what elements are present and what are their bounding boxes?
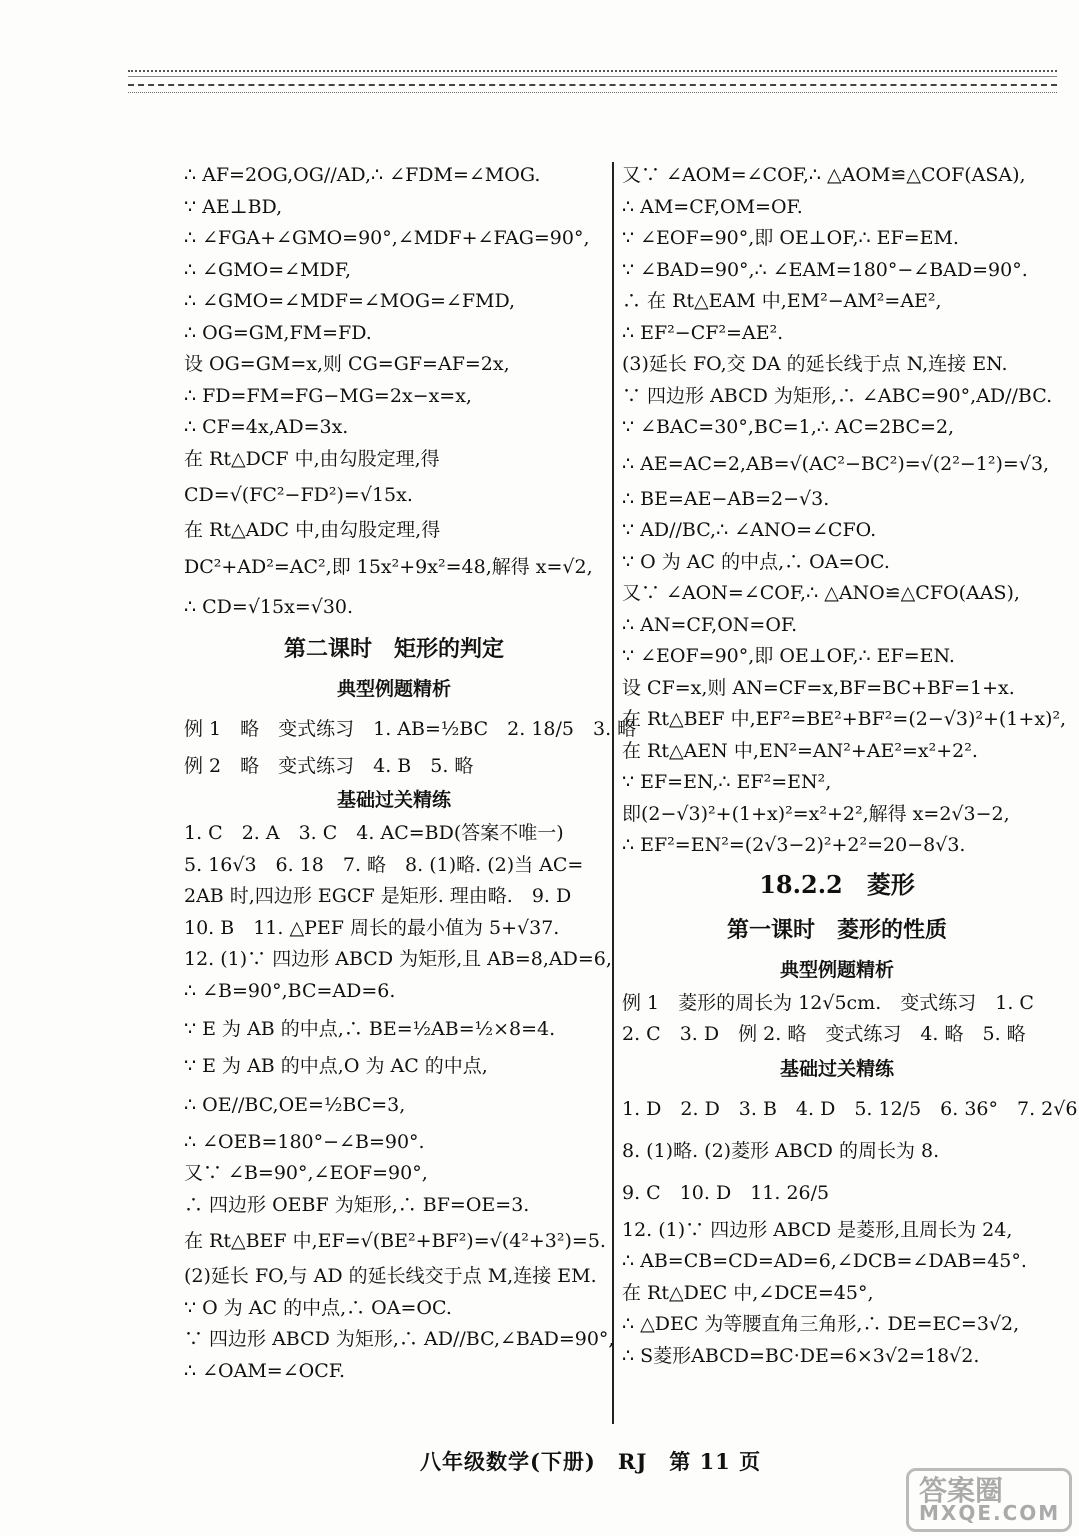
- answer-line: ∴ AB=CB=CD=AD=6,∠DCB=∠DAB=45°.: [622, 1250, 1027, 1272]
- text-line: ∴ EF²=EN²=(2√3−2)²+2²=20−8√3.: [622, 834, 966, 856]
- answer-line: 2AB 时,四边形 EGCF 是矩形. 理由略. 9. D: [184, 885, 572, 907]
- text-line: ∵ AD//BC,∴ ∠ANO=∠CFO.: [622, 519, 877, 541]
- answer-line: ∴ ∠B=90°,BC=AD=6.: [184, 979, 396, 1002]
- text-line: 设 OG=GM=x,则 CG=GF=AF=2x,: [184, 353, 510, 375]
- text-line: 设 CF=x,则 AN=CF=x,BF=BC+BF=1+x.: [622, 676, 1015, 699]
- answer-line: 5. 16√3 6. 18 7. 略 8. (1)略. (2)当 AC=: [184, 853, 584, 876]
- text-line: ∴ 在 Rt△EAM 中,EM²−AM²=AE²,: [622, 290, 942, 312]
- section-subtitle: 基础过关精练: [779, 1057, 894, 1080]
- text-line: ∴ CD=√15x=√30.: [184, 595, 354, 618]
- section-title: 18.2.2 菱形: [759, 869, 915, 899]
- text-line: DC²+AD²=AC²,即 15x²+9x²=48,解得 x=√2,: [184, 555, 593, 578]
- answer-line: 在 Rt△DEC 中,∠DCE=45°,: [622, 1281, 874, 1304]
- answer-line: 8. (1)略. (2)菱形 ABCD 的周长为 8.: [622, 1139, 940, 1162]
- text-line: ∵ EF=EN,∴ EF²=EN²,: [622, 771, 832, 793]
- text-line: ∵ O 为 AC 的中点,∴ OA=OC.: [622, 550, 890, 573]
- answer-line: ∵ 四边形 ABCD 为矩形,∴ AD//BC,∠BAD=90°,: [184, 1328, 615, 1350]
- text-line: ∴ FD=FM=FG−MG=2x−x=x,: [184, 384, 472, 407]
- text-line: 在 Rt△ADC 中,由勾股定理,得: [184, 519, 441, 541]
- text-line: ∴ ∠FGA+∠GMO=90°,∠MDF+∠FAG=90°,: [184, 227, 590, 249]
- text-line: ∴ ∠GMO=∠MDF,: [184, 258, 352, 281]
- text-line: 又∵ ∠AOM=∠COF,∴ △AOM≌△COF(ASA),: [622, 164, 1026, 186]
- right-basic-block: [622, 1087, 1078, 1373]
- section-subtitle: 典型例题精析: [336, 677, 451, 700]
- answer-line: 10. B 11. △PEF 周长的最小值为 5+√37.: [184, 916, 560, 939]
- answer-line: 又∵ ∠B=90°,∠EOF=90°,: [184, 1162, 428, 1184]
- answer-line: 1. C 2. A 3. C 4. AC=BD(答案不唯一): [184, 822, 564, 844]
- text-line: CD=√(FC²−FD²)=√15x.: [184, 484, 413, 506]
- text-line: (3)延长 FO,交 DA 的延长线于点 N,连接 EN.: [622, 353, 1008, 375]
- text-line: ∴ CF=4x,AD=3x.: [184, 416, 349, 438]
- right-column: [622, 160, 1078, 1372]
- example-line: 例 1 菱形的周长为 12√5cm. 变式练习 1. C: [622, 991, 1034, 1014]
- text-line: ∵ 四边形 ABCD 为矩形,∴ ∠ABC=90°,AD//BC.: [622, 384, 1053, 407]
- answer-line: 9. C 10. D 11. 26/5: [622, 1181, 830, 1204]
- answer-line: 12. (1)∵ 四边形 ABCD 是菱形,且周长为 24,: [622, 1218, 1013, 1241]
- text-line: ∴ AN=CF,ON=OF.: [622, 613, 798, 636]
- answer-line: ∴ ∠OEB=180°−∠B=90°.: [184, 1130, 425, 1153]
- answer-line: ∴ ∠OAM=∠OCF.: [184, 1359, 346, 1382]
- lesson-title: 第二课时 矩形的判定: [283, 635, 504, 662]
- text-line: ∵ ∠BAD=90°,∴ ∠EAM=180°−∠BAD=90°.: [622, 258, 1028, 281]
- lesson-title: 第一课时 菱形的性质: [726, 916, 947, 943]
- text-line: 在 Rt△BEF 中,EF²=BE²+BF²=(2−√3)²+(1+x)²,: [622, 708, 1067, 730]
- answer-line: ∴ △DEC 为等腰直角三角形,∴ DE=EC=3√2,: [622, 1313, 1020, 1335]
- left-column: [184, 160, 637, 1387]
- answer-line: ∵ O 为 AC 的中点,∴ OA=OC.: [184, 1296, 452, 1319]
- page-footer: 八年级数学(下册) RJ 第 11 页: [420, 1449, 762, 1474]
- right-solution-block: [622, 160, 1067, 862]
- answer-line: ∵ E 为 AB 的中点,O 为 AC 的中点,: [184, 1055, 488, 1077]
- text-line: ∵ ∠EOF=90°,即 OE⊥OF,∴ EF=EN.: [622, 645, 955, 667]
- text-line: ∵ ∠EOF=90°,即 OE⊥OF,∴ EF=EM.: [622, 227, 959, 249]
- text-line: ∴ OG=GM,FM=FD.: [184, 321, 372, 344]
- section-subtitle: 典型例题精析: [779, 958, 894, 981]
- watermark-top-text: 答案圈: [919, 1474, 1004, 1507]
- text-line: 在 Rt△DCF 中,由勾股定理,得: [184, 447, 440, 470]
- example-line: 2. C 3. D 例 2. 略 变式练习 4. 略 5. 略: [622, 1023, 1026, 1045]
- answer-line: (2)延长 FO,与 AD 的延长线交于点 M,连接 EM.: [184, 1265, 597, 1287]
- answer-line: 1. D 2. D 3. B 4. D 5. 12/5 6. 36° 7. 2√6: [622, 1097, 1078, 1120]
- text-line: ∴ AF=2OG,OG//AD,∴ ∠FDM=∠MOG.: [184, 164, 541, 186]
- text-line: ∴ ∠GMO=∠MDF=∠MOG=∠FMD,: [184, 290, 516, 312]
- left-basic-block: [184, 818, 615, 1387]
- answer-line: 12. (1)∵ 四边形 ABCD 为矩形,且 AB=8,AD=6,: [184, 948, 612, 970]
- answer-line: ∴ 四边形 OEBF 为矩形,∴ BF=OE=3.: [184, 1193, 530, 1216]
- text-line: 即(2−√3)²+(1+x)²=x²+2²,解得 x=2√3−2,: [622, 802, 1010, 825]
- text-line: 又∵ ∠AON=∠COF,∴ △ANO≌△CFO(AAS),: [622, 582, 1020, 604]
- column-divider: [612, 162, 614, 1424]
- example-line: 例 1 略 变式练习 1. AB=½BC 2. 18/5 3. 略: [184, 717, 637, 740]
- example-line: 例 2 略 变式练习 4. B 5. 略: [184, 754, 474, 777]
- text-line: ∴ AM=CF,OM=OF.: [622, 195, 803, 218]
- answer-line: ∵ E 为 AB 的中点,∴ BE=½AB=½×8=4.: [184, 1018, 556, 1040]
- text-line: ∵ AE⊥BD,: [184, 195, 283, 218]
- text-line: 在 Rt△AEN 中,EN²=AN²+AE²=x²+2².: [622, 739, 978, 762]
- text-line: ∴ BE=AE−AB=2−√3.: [622, 487, 830, 510]
- left-solution-block: [184, 160, 604, 627]
- text-line: ∵ ∠BAC=30°,BC=1,∴ AC=2BC=2,: [622, 416, 955, 438]
- text-line: ∴ EF²−CF²=AE².: [622, 321, 784, 344]
- header-rule: [128, 62, 1057, 100]
- section-subtitle: 基础过关精练: [336, 789, 451, 811]
- watermark-logo: [906, 1468, 1072, 1532]
- answer-line: ∴ S菱形ABCD=BC·DE=6×3√2=18√2.: [622, 1344, 980, 1367]
- text-line: ∴ AE=AC=2,AB=√(AC²−BC²)=√(2²−1²)=√3,: [622, 452, 1050, 475]
- watermark-bottom-text: MXQE.COM: [919, 1501, 1061, 1525]
- answer-line: 在 Rt△BEF 中,EF=√(BE²+BF²)=√(4²+3²)=5.: [184, 1230, 606, 1252]
- answer-line: ∴ OE//BC,OE=½BC=3,: [184, 1093, 406, 1116]
